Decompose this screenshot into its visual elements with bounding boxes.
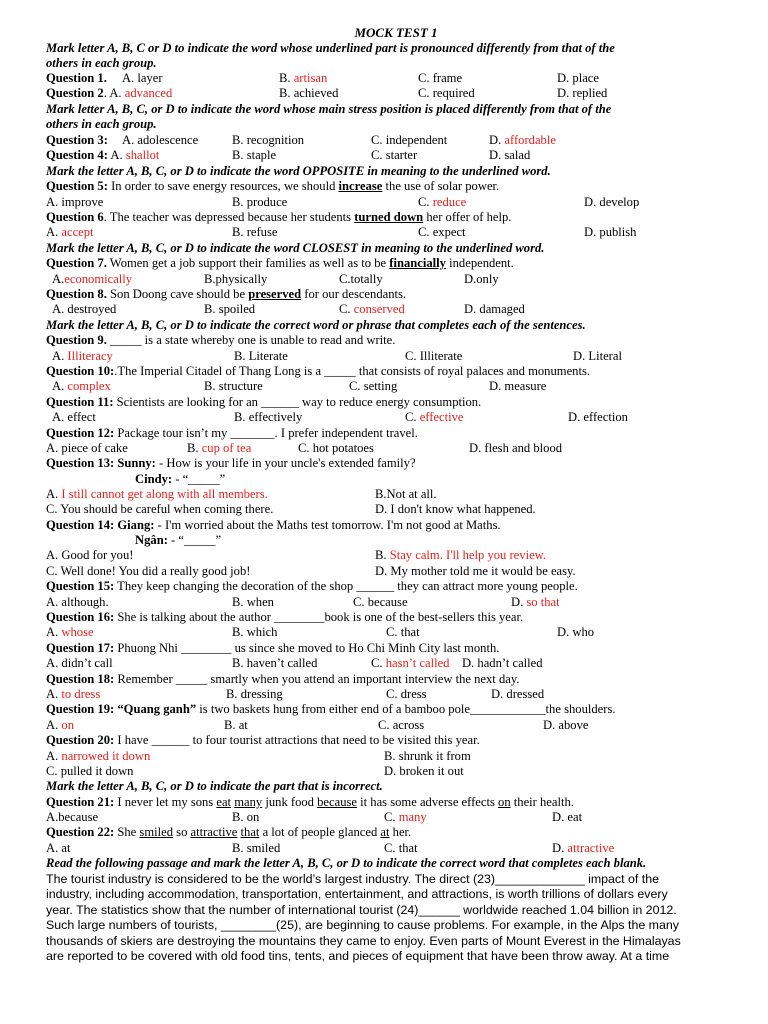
question-19-options bbox=[46, 718, 746, 733]
underlined-word: turned down bbox=[354, 210, 424, 224]
question-label: Question 4: A. shallot bbox=[46, 148, 160, 162]
passage-line: thousands of skiers are destroying the mountains they came to enjoy. Even parts of Mount Everest in the Himalayas bbox=[46, 933, 681, 948]
question-9-options bbox=[46, 349, 746, 364]
question-11-options bbox=[46, 410, 746, 425]
option-b: B. refuse bbox=[232, 225, 278, 239]
option-d: D. damaged bbox=[464, 302, 525, 316]
passage-line: The tourist industry is considered to be the world’s largest industry. The direct (23)_____________ impact of the bbox=[46, 872, 660, 886]
option-c: C. many bbox=[384, 810, 427, 824]
passage-line: are reported to be covered with old food tins, tents, and pieces of equipment that have been throw away. At a time bbox=[46, 949, 670, 964]
answer-highlight: Illiteracy bbox=[67, 349, 113, 363]
option-a: A. adolescence bbox=[122, 133, 199, 147]
question-6-options bbox=[46, 225, 746, 240]
question-15: Question 15: They keep changing the decoration of the shop ______ they can attract more young people. bbox=[46, 579, 578, 593]
question-18: Question 18: Remember _____ smartly when you attend an important interview the next day. bbox=[46, 672, 520, 686]
option-a: A. accept bbox=[46, 225, 94, 239]
option-b: B. smiled bbox=[232, 841, 281, 855]
question-19: Question 19: “Quang ganh” is two baskets hung from either end of a bamboo pole____________the shoulders. bbox=[46, 702, 616, 716]
option-c: C. You should be careful when coming there. bbox=[46, 502, 274, 516]
option-d: D. effection bbox=[568, 410, 628, 424]
instruction-stress-2: others in each group. bbox=[46, 117, 157, 131]
option-d: D. affordable bbox=[489, 133, 556, 147]
option-c: C. hot potatoes bbox=[298, 441, 374, 455]
question-7-options bbox=[46, 272, 746, 287]
option-b: B. at bbox=[224, 718, 248, 732]
option-d: D. so that bbox=[511, 595, 560, 609]
option-a: A. layer bbox=[122, 71, 163, 85]
option-b: B. on bbox=[232, 810, 260, 824]
option-c: C. pulled it down bbox=[46, 764, 134, 778]
answer-highlight: complex bbox=[67, 379, 111, 393]
option-a: A. improve bbox=[46, 195, 104, 209]
page-title: MOCK TEST 1 bbox=[354, 25, 438, 40]
option-d: D. Literal bbox=[573, 349, 622, 363]
question-13: Question 13: Sunny: - How is your life in your uncle's extended family? bbox=[46, 456, 416, 470]
option-b: B.physically bbox=[204, 272, 268, 286]
option-d: D.only bbox=[464, 272, 499, 286]
question-2 bbox=[46, 86, 746, 101]
option-a: A. Good for you! bbox=[46, 548, 134, 562]
question-21-options bbox=[46, 810, 746, 825]
question-8-options bbox=[46, 302, 746, 317]
option-c: C. that bbox=[384, 841, 418, 855]
question-10-options bbox=[46, 379, 746, 394]
option-c: C. Illiterate bbox=[405, 349, 463, 363]
option-a: A. didn’t call bbox=[46, 656, 113, 670]
option-b: B. which bbox=[232, 625, 278, 639]
answer-highlight: shallot bbox=[125, 148, 160, 162]
option-b: B. haven’t called bbox=[232, 656, 318, 670]
option-b: B. staple bbox=[232, 148, 277, 162]
instruction-opposite: Mark the letter A, B, C, or D to indicate the word OPPOSITE in meaning to the underlined word. bbox=[46, 164, 551, 178]
option-c: C. because bbox=[353, 595, 408, 609]
question-20: Question 20: I have ______ to four tourist attractions that need to be visited this year. bbox=[46, 733, 480, 747]
answer-highlight: to dress bbox=[61, 687, 101, 701]
option-c: C. frame bbox=[418, 71, 463, 85]
answer-highlight: whose bbox=[61, 625, 94, 639]
underlined-word: increase bbox=[338, 179, 383, 193]
question-14: Question 14: Giang: - I'm worried about the Maths test tomorrow. I'm not good at Maths. bbox=[46, 518, 501, 532]
instruction-pronunciation-2: others in each group. bbox=[46, 56, 157, 70]
option-a: A. on bbox=[46, 718, 74, 732]
question-9: Question 9. _____ is a state whereby one is unable to read and write. bbox=[46, 333, 396, 347]
option-d: D. broken it out bbox=[384, 764, 464, 778]
option-b: B. effectively bbox=[234, 410, 303, 424]
option-d: D. flesh and blood bbox=[469, 441, 563, 455]
instruction-incorrect: Mark the letter A, B, C, or D to indicate the part that is incorrect. bbox=[46, 779, 383, 793]
option-d: D. attractive bbox=[552, 841, 615, 855]
question-21: Question 21: I never let my sons eat many junk food because it has some adverse effects on their health. bbox=[46, 795, 574, 809]
instruction-passage: Read the following passage and mark the letter A, B, C, or D to indicate the correct word that completes each blank. bbox=[46, 856, 647, 870]
option-b: B. Stay calm. I'll help you review. bbox=[375, 548, 547, 562]
question-label: Question 3: bbox=[46, 133, 108, 147]
option-b: B. recognition bbox=[232, 133, 305, 147]
option-c: C. effective bbox=[405, 410, 464, 424]
option-d: D. dressed bbox=[491, 687, 545, 701]
question-16-options bbox=[46, 625, 746, 640]
option-a: A. destroyed bbox=[52, 302, 117, 316]
answer-highlight: Stay calm. I'll help you review. bbox=[389, 548, 547, 562]
underlined-word: financially bbox=[389, 256, 446, 270]
question-label: Question 1. bbox=[46, 71, 107, 85]
question-5-options bbox=[46, 195, 746, 210]
option-c: C. reduce bbox=[418, 195, 467, 209]
underlined-word: preserved bbox=[248, 287, 302, 301]
question-4 bbox=[46, 148, 746, 163]
option-c: C. conserved bbox=[339, 302, 405, 316]
option-a: A. although. bbox=[46, 595, 109, 609]
option-d: D. salad bbox=[489, 148, 531, 162]
answer-highlight: so that bbox=[526, 595, 560, 609]
question-6: Question 6. The teacher was depressed because her students turned down her offer of help. bbox=[46, 210, 512, 224]
option-a: A. to dress bbox=[46, 687, 101, 701]
option-c: C. starter bbox=[371, 148, 418, 162]
option-d: D. who bbox=[557, 625, 595, 639]
answer-highlight: economically bbox=[64, 272, 133, 286]
option-d: D. above bbox=[543, 718, 589, 732]
option-c: C. across bbox=[378, 718, 425, 732]
option-a: A. I still cannot get along with all members. bbox=[46, 487, 268, 501]
option-c: C. setting bbox=[349, 379, 398, 393]
answer-highlight: cup of tea bbox=[201, 441, 252, 455]
question-14-options-1 bbox=[46, 548, 746, 563]
question-16: Question 16: She is talking about the author ________book is one of the best-sellers this year. bbox=[46, 610, 524, 624]
passage-line: year. The statistics show that the number of international tourist (24)______ worldwide reached 1.04 billion in 2012. bbox=[46, 902, 677, 917]
option-c: C. that bbox=[386, 625, 420, 639]
question-12: Question 12: Package tour isn’t my _______. I prefer independent travel. bbox=[46, 426, 418, 440]
option-a: A.economically bbox=[52, 272, 133, 286]
option-b: B. shrunk it from bbox=[384, 749, 471, 763]
question-22-options bbox=[46, 841, 746, 856]
option-c: C. expect bbox=[418, 225, 466, 239]
answer-highlight: artisan bbox=[293, 71, 328, 85]
option-a: A. whose bbox=[46, 625, 94, 639]
question-label: Question 2. A. advanced bbox=[46, 86, 173, 100]
instruction-stress-1: Mark letter A, B, C, or D to indicate the word whose main stress position is placed differently from that of the bbox=[46, 102, 612, 116]
answer-highlight: reduce bbox=[432, 195, 467, 209]
question-17: Question 17: Phuong Nhi ________ us since she moved to Ho Chi Minh City last month. bbox=[46, 641, 500, 655]
question-8: Question 8. Son Doong cave should be preserved for our descendants. bbox=[46, 287, 407, 301]
answer-highlight: advanced bbox=[124, 86, 173, 100]
option-a: A. piece of cake bbox=[46, 441, 128, 455]
option-b: B. dressing bbox=[226, 687, 283, 701]
option-c: C.totally bbox=[339, 272, 383, 286]
question-22: Question 22: She smiled so attractive that a lot of people glanced at her. bbox=[46, 825, 412, 839]
option-b: B. Literate bbox=[234, 349, 288, 363]
answer-highlight: attractive bbox=[567, 841, 615, 855]
option-a: A. narrowed it down bbox=[46, 749, 151, 763]
option-b: B. achieved bbox=[279, 86, 339, 100]
question-14-reply: Ngân: - “_____” bbox=[135, 533, 222, 547]
option-b: B. produce bbox=[232, 195, 288, 209]
question-18-options bbox=[46, 687, 746, 702]
answer-highlight: effective bbox=[419, 410, 464, 424]
option-b: B.Not at all. bbox=[375, 487, 437, 501]
answer-highlight: affordable bbox=[504, 133, 556, 147]
answer-highlight: on bbox=[61, 718, 74, 732]
question-5: Question 5: In order to save energy resources, we should increase the use of solar power. bbox=[46, 179, 500, 193]
reading-passage bbox=[46, 872, 746, 964]
option-a: A.because bbox=[46, 810, 99, 824]
option-b: B. when bbox=[232, 595, 274, 609]
answer-highlight: accept bbox=[61, 225, 94, 239]
question-15-options bbox=[46, 595, 746, 610]
option-a: A. at bbox=[46, 841, 71, 855]
option-b: B. spoiled bbox=[204, 302, 256, 316]
option-c: C. dress bbox=[386, 687, 427, 701]
instruction-completion: Mark the letter A, B, C, or D to indicate the correct word or phrase that completes each of the sentences. bbox=[46, 318, 586, 332]
option-d: D. My mother told me it would be easy. bbox=[375, 564, 576, 578]
passage-line: industry, including accommodation, transportation, entertainment, and attractions, is worth trillions of dollars every bbox=[46, 887, 668, 902]
question-17-options bbox=[46, 656, 746, 671]
option-d: D. replied bbox=[557, 86, 608, 100]
answer-highlight: narrowed it down bbox=[61, 749, 151, 763]
question-13-options-2 bbox=[46, 502, 746, 517]
option-d: D. measure bbox=[489, 379, 547, 393]
answer-highlight: hasn’t called bbox=[385, 656, 450, 670]
option-d: D. publish bbox=[584, 225, 637, 239]
question-7: Question 7. Women get a job support their families as well as to be financially independent. bbox=[46, 256, 514, 270]
question-20-options-2 bbox=[46, 764, 746, 779]
answer-highlight: I still cannot get along with all members. bbox=[61, 487, 268, 501]
option-d: D. develop bbox=[584, 195, 640, 209]
question-13-reply: Cindy: - “_____” bbox=[135, 472, 226, 486]
option-c: C. independent bbox=[371, 133, 448, 147]
option-d: D. I don't know what happened. bbox=[375, 502, 536, 516]
answer-highlight: conserved bbox=[353, 302, 405, 316]
option-d: D. eat bbox=[552, 810, 583, 824]
question-3 bbox=[46, 133, 746, 148]
option-c: C. required bbox=[418, 86, 475, 100]
answer-highlight: many bbox=[398, 810, 427, 824]
option-d: D. hadn’t called bbox=[462, 656, 543, 670]
passage-line: Such large numbers of tourists, ________(25), are beginning to cause problems. For example, in the Alps the many bbox=[46, 918, 679, 933]
option-a: A. complex bbox=[52, 379, 111, 393]
option-b: B. cup of tea bbox=[187, 441, 252, 455]
instruction-pronunciation-1: Mark letter A, B, C or D to indicate the word whose underlined part is pronounced differently from that of the bbox=[46, 41, 615, 55]
option-a: A. effect bbox=[52, 410, 96, 424]
question-20-options-1 bbox=[46, 749, 746, 764]
question-13-options-1 bbox=[46, 487, 746, 502]
option-c: C. hasn’t called bbox=[371, 656, 450, 670]
question-12-options bbox=[46, 441, 746, 456]
option-c: C. Well done! You did a really good job! bbox=[46, 564, 251, 578]
option-a: A. Illiteracy bbox=[52, 349, 113, 363]
question-11: Question 11: Scientists are looking for an ______ way to reduce energy consumption. bbox=[46, 395, 482, 409]
question-1 bbox=[46, 71, 746, 86]
option-b: B. artisan bbox=[279, 71, 328, 85]
question-14-options-2 bbox=[46, 564, 746, 579]
option-d: D. place bbox=[557, 71, 599, 85]
question-10: Question 10:.The Imperial Citadel of Thang Long is a _____ that consists of royal palaces and monuments. bbox=[46, 364, 591, 378]
instruction-closest: Mark the letter A, B, C, or D to indicate the word CLOSEST in meaning to the underlined word. bbox=[46, 241, 545, 255]
option-b: B. structure bbox=[204, 379, 263, 393]
